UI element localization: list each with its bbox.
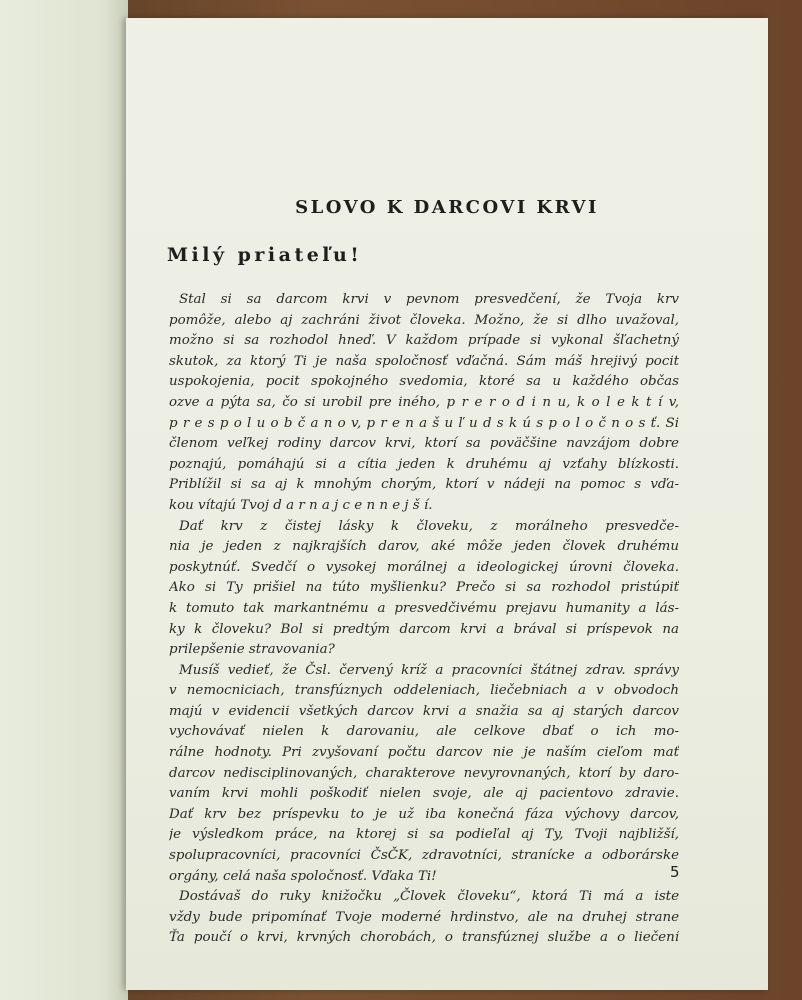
text-line: vaním krvi mohli poškodiť nielen svoje, ale aj pacientovo zdravie. bbox=[169, 786, 679, 802]
text-line: Stal si sa darcom krvi v pevnom presvedčení, že Tvoja krv bbox=[179, 292, 679, 307]
text-line: členom veľkej rodiny darcov krvi, ktorí sa poväčšine navzájom dobre bbox=[169, 436, 679, 452]
text-line: Priblížil si sa aj k mnohým chorým, ktorí v nádeji na pomoc s vďa- bbox=[169, 477, 679, 493]
text-line: vždy bude pripomínať Tvoje moderné hrdinstvo, ale na druhej strane bbox=[169, 909, 679, 925]
text-line: možno si sa rozhodol hneď. V každom prípade si vykonal šľachetný bbox=[169, 333, 679, 349]
text-line: majú v evidencii všetkých darcov krvi a snažia sa aj starých darcov bbox=[169, 703, 679, 719]
text-line: Dať krv bez príspevku to je už iba konečná fáza výchovy darcov, bbox=[169, 806, 679, 822]
text-line: poznajú, pomáhajú si a cítia jeden k druhému aj vzťahy blízkosti. bbox=[169, 456, 679, 472]
text-line: Ťa poučí o krvi, krvných chorobách, o transfúznej službe a o liečení bbox=[169, 930, 679, 946]
text-line: Dostávaš do ruky knižočku „Človek človeku“, ktorá Ti má a iste bbox=[179, 889, 679, 905]
text-line: Ako si Ty prišiel na túto myšlienku? Prečo si sa rozhodol pristúpiť bbox=[169, 580, 679, 596]
text-line: uspokojenia, pocit spokojného svedomia, ktoré sa u každého občas bbox=[169, 374, 679, 390]
text-line: v nemocniciach, transfúznych oddeleniach, liečebniach a v obvodoch bbox=[169, 683, 679, 699]
text-line: prilepšenie stravovania? bbox=[169, 642, 335, 658]
text-line: p r e s p o l u o b č a n o v, p r e n a š u ľ u d s k ú s p o l o č n o s ť. Si bbox=[169, 415, 679, 431]
text-line: kou vítajú Tvoj d a r n a j c e n n e j š í. bbox=[169, 497, 433, 513]
text-line: darcov nedisciplinovaných, charakterove nevyrovnaných, ktorí by daro- bbox=[169, 765, 679, 781]
book-page bbox=[126, 18, 768, 990]
text-line: poskytnúť. Svedčí o vysokej morálnej a ideologickej úrovni človeka. bbox=[169, 559, 679, 575]
body-text bbox=[169, 290, 679, 949]
page-title: SLOVO K DARCOVI KRVI bbox=[295, 197, 599, 218]
text-line: spolupracovníci, pracovníci ČsČK, zdravotníci, stranícke a odborárske bbox=[169, 848, 679, 864]
text-line: Dať krv z čistej lásky k človeku, z morálneho presvedče- bbox=[179, 518, 679, 534]
text-line: k tomuto tak markantnému a presvedčivému prejavu humanity a lás- bbox=[169, 600, 679, 616]
text-line: orgány, celá naša spoločnosť. Vďaka Ti! bbox=[169, 868, 437, 884]
text-line: je výsledkom práce, na ktorej si sa podieľal aj Ty, Tvoji najbližší, bbox=[169, 827, 679, 843]
text-line: nia je jeden z najkrajších darov, aké môže jeden človek druhému bbox=[169, 539, 679, 555]
text-line: Musíš vedieť, že Čsl. červený kríž a pracovníci štátnej zdrav. správy bbox=[179, 662, 679, 678]
salutation-heading: Milý priateľu! bbox=[167, 244, 363, 266]
page-number: 5 bbox=[670, 863, 680, 881]
text-line: vychovávať nielen k darovaniu, ale celkove dbať o ich mo- bbox=[169, 724, 679, 740]
text-line: skutok, za ktorý Ti je naša spoločnosť vďačná. Sám máš hrejivý pocit bbox=[169, 353, 679, 369]
text-line: pomôže, alebo aj zachráni život človeka. Možno, že si dlho uvažoval, bbox=[169, 312, 679, 328]
text-line: ozve a pýta sa, čo si urobil pre iného, p r e r o d i n u, k o l e k t í v, bbox=[169, 394, 679, 410]
text-line: rálne hodnoty. Pri zvyšovaní počtu darcov nie je naším cieľom mať bbox=[169, 745, 679, 761]
facing-page bbox=[0, 0, 128, 1000]
text-line: ky k človeku? Bol si predtým darcom krvi a brával si príspevok na bbox=[169, 621, 679, 637]
